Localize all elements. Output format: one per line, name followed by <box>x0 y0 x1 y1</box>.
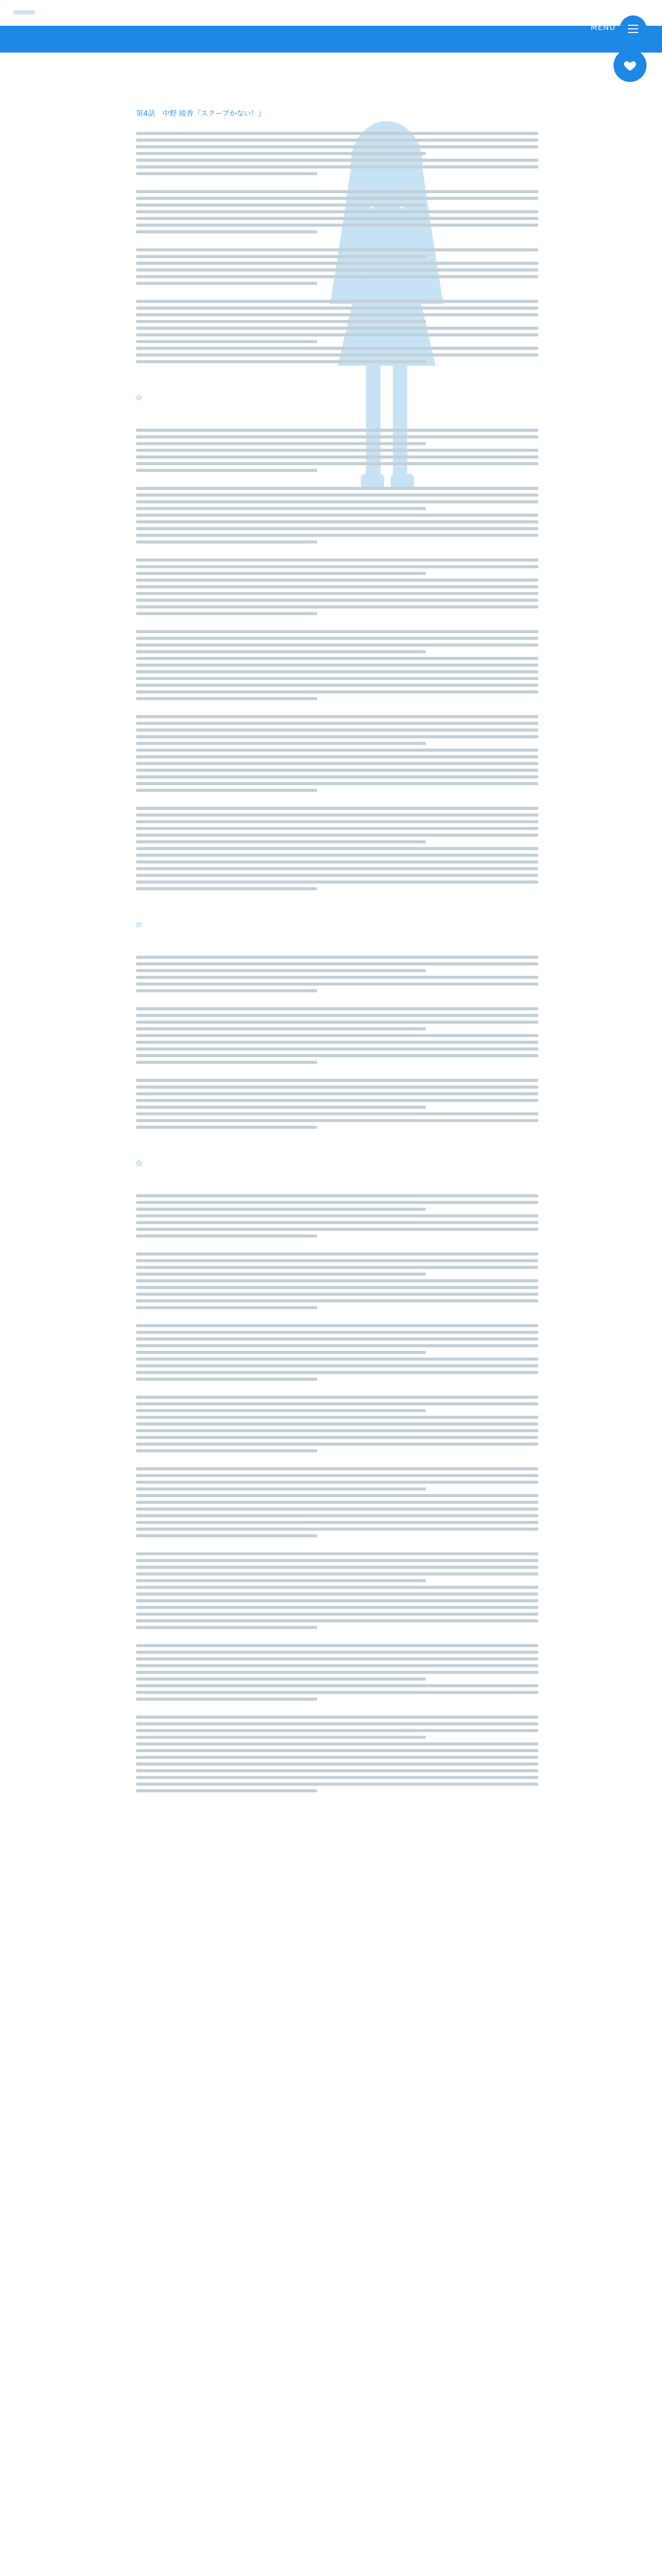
top-bar <box>0 0 662 26</box>
section-break <box>124 894 538 956</box>
header-band <box>0 26 662 53</box>
paragraph-3 <box>136 956 538 1129</box>
article-body <box>124 88 538 1796</box>
menu-button[interactable] <box>620 15 647 42</box>
menu-label[interactable]: MENU <box>590 23 616 32</box>
paragraph-1 <box>136 132 538 363</box>
hamburger-icon <box>628 25 638 26</box>
paragraph-2 <box>136 429 538 890</box>
paragraph-4 <box>136 1194 538 1792</box>
star-icon: ☆ <box>135 1158 143 1168</box>
star-icon: ☆ <box>135 393 143 402</box>
star-icon: ☆ <box>135 920 143 929</box>
favorite-button[interactable] <box>614 49 647 82</box>
site-logo[interactable] <box>13 10 35 14</box>
section-break <box>124 367 538 429</box>
section-break <box>124 1132 538 1194</box>
chapter-title: 第4話 中野 綾香『スクープかない！』 <box>136 110 266 118</box>
heart-icon <box>623 58 637 73</box>
